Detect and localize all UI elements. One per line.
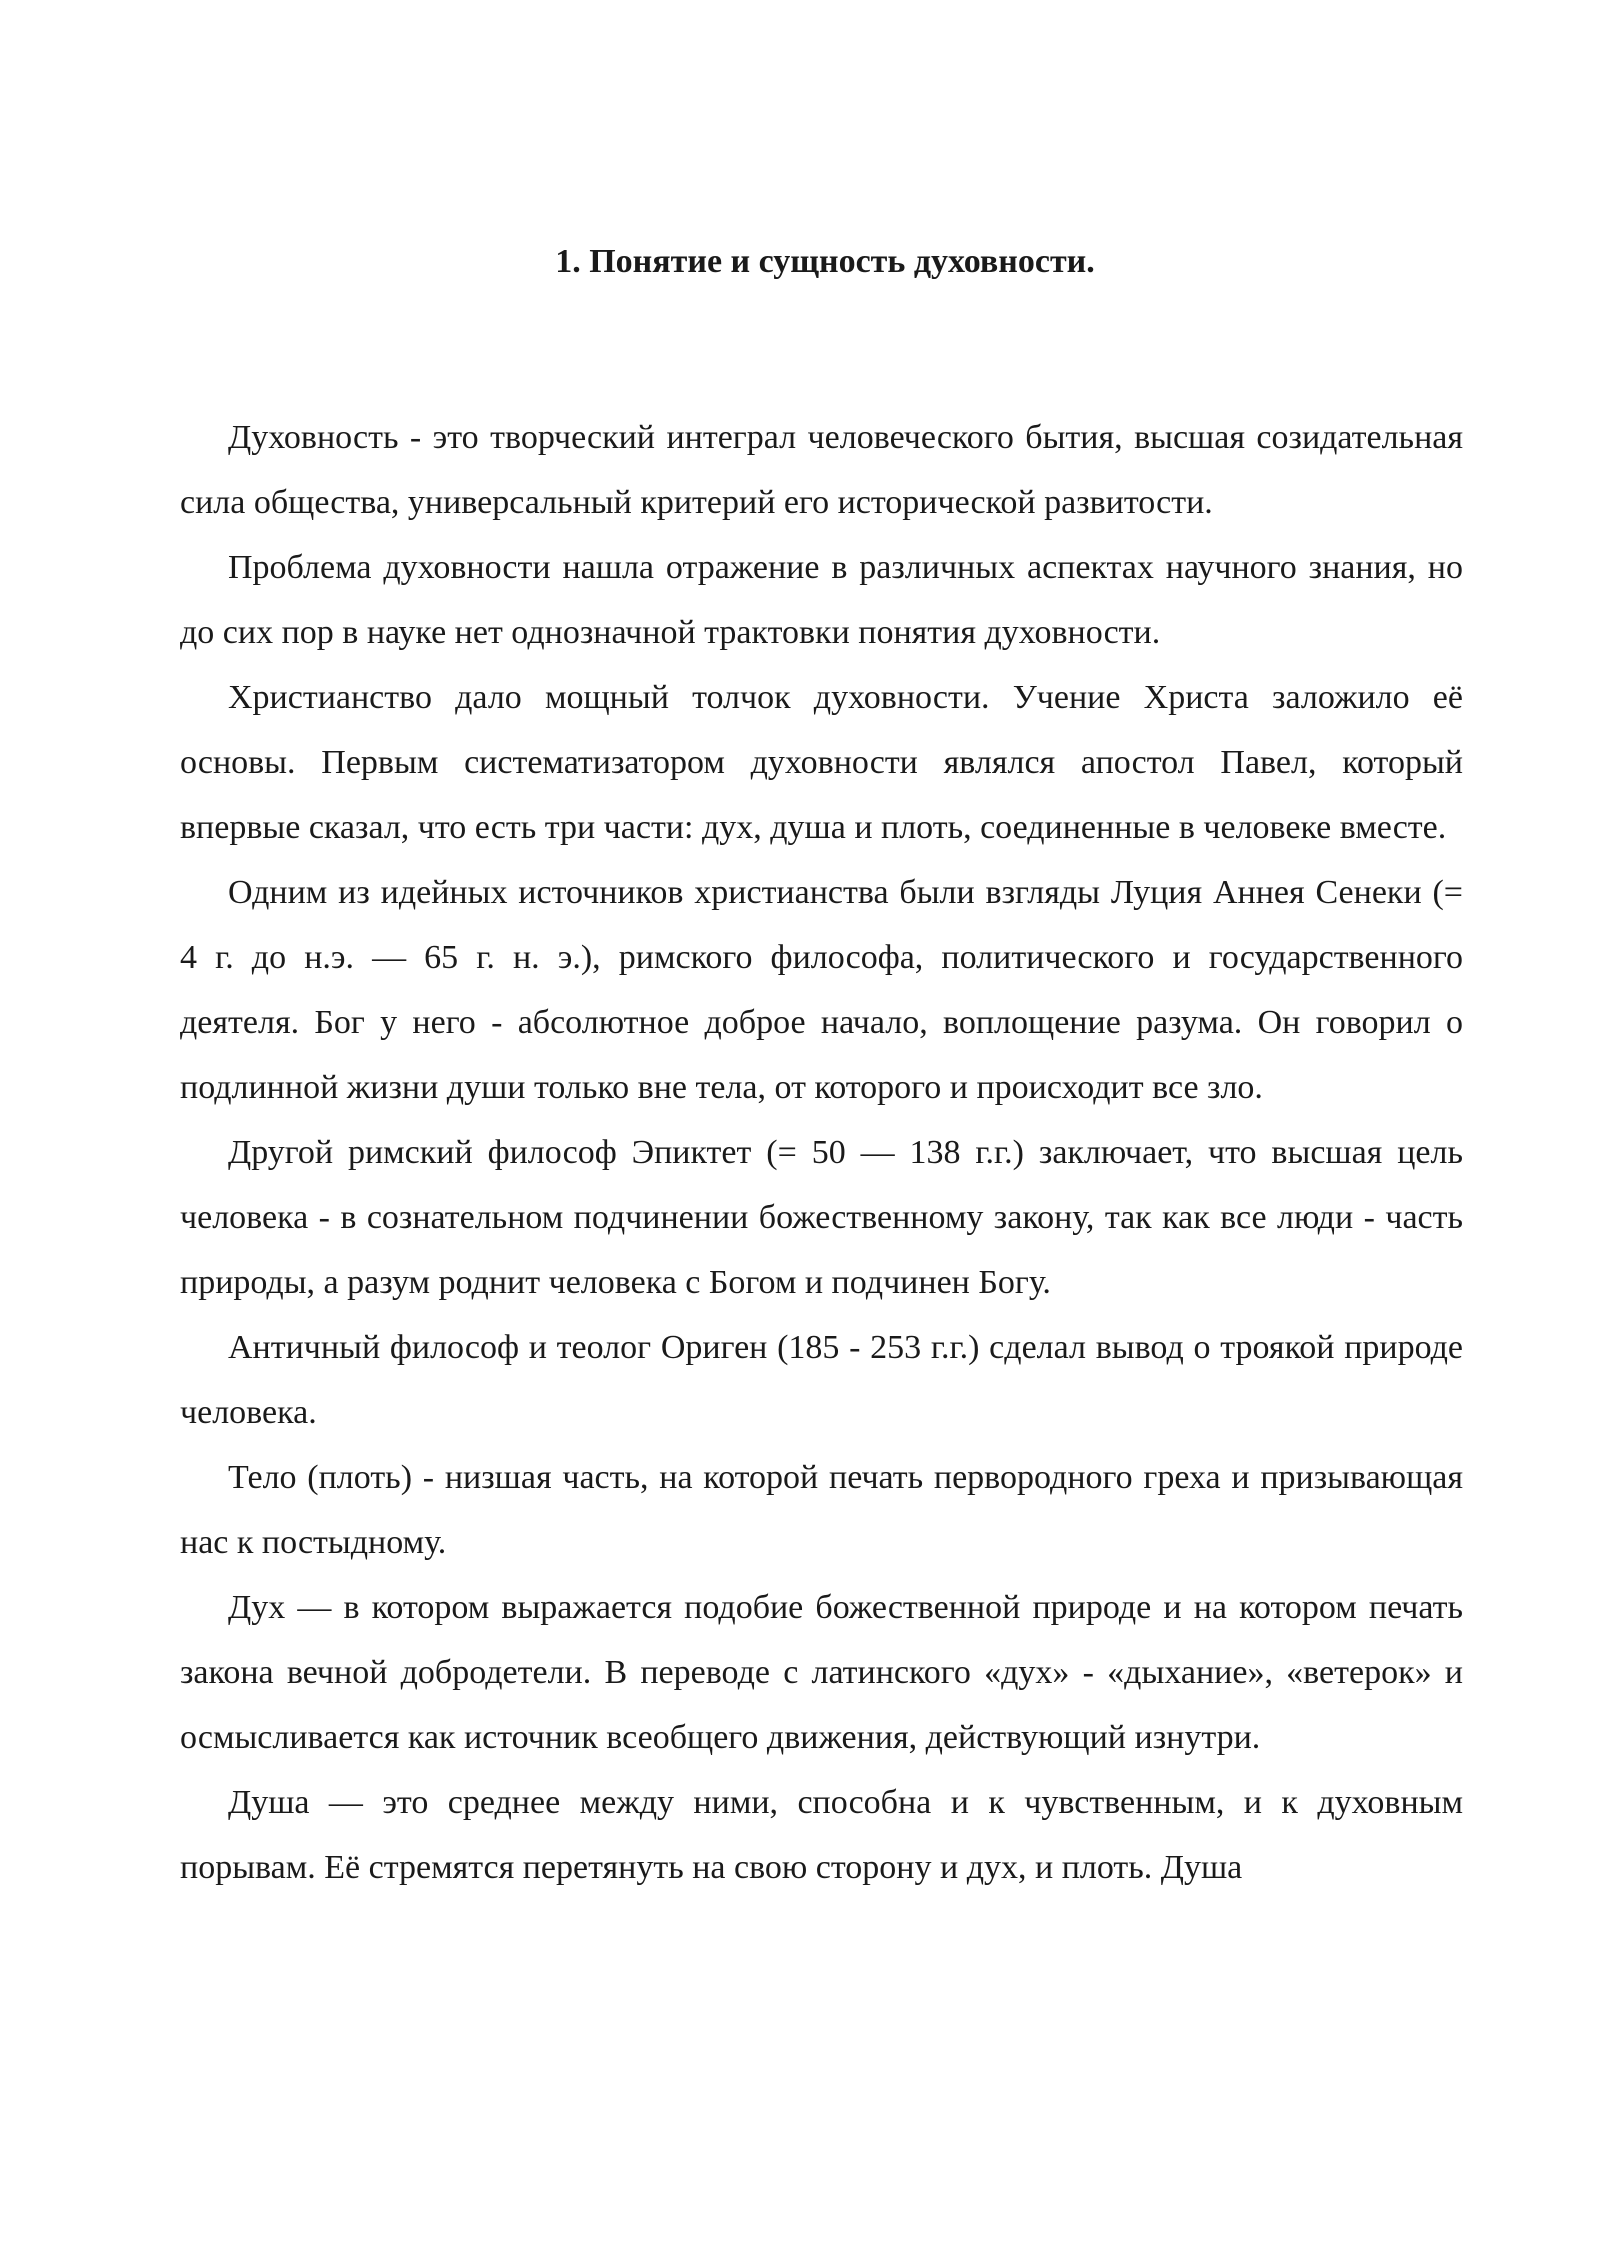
paragraph: Тело (плоть) - низшая часть, на которой печать первородного греха и призывающая нас к постыдному. [180, 1459, 1463, 1561]
paragraph: Античный философ и теолог Ориген (185 - 253 г.г.) сделал вывод о троякой природе человека. [180, 1329, 1463, 1431]
paragraph: Другой римский философ Эпиктет (= 50 — 138 г.г.) заключает, что высшая цель человека - в сознательном подчинении божественному закону, так как все люди - часть природы, а разум роднит человека с Богом и подчинен Богу. [180, 1134, 1463, 1301]
paragraph: Душа — это среднее между ними, способна и к чувственным, и к духовным порывам. Её стремятся перетянуть на свою сторону и дух, и плоть. Душа [180, 1784, 1463, 1886]
paragraph: Духовность - это творческий интеграл человеческого бытия, высшая созидательная сила общества, универсальный критерий его исторической развитости. [180, 419, 1463, 521]
document-body [180, 405, 1463, 1900]
section-title: 1. Понятие и сущность духовности. [555, 243, 1095, 280]
paragraph: Проблема духовности нашла отражение в различных аспектах научного знания, но до сих пор в науке нет однозначной трактовки понятия духовности. [180, 549, 1463, 651]
paragraph: Христианство дало мощный толчок духовности. Учение Христа заложило её основы. Первым систематизатором духовности являлся апостол Павел, который впервые сказал, что есть три части: дух, душа и плоть, соединенные в человеке вместе. [180, 679, 1463, 846]
paragraph: Дух — в котором выражается подобие божественной природе и на котором печать закона вечной добродетели. В переводе с латинского «дух» - «дыхание», «ветерок» и осмысливается как источник всеобщего движения, действующий изнутри. [180, 1589, 1463, 1756]
paragraph: Одним из идейных источников христианства были взгляды Луция Аннея Сенеки (= 4 г. до н.э. — 65 г. н. э.), римского философа, политического и государственного деятеля. Бог у него - абсолютное доброе начало, воплощение разума. Он говорил о подлинной жизни души только вне тела, от которого и происходит все зло. [180, 874, 1463, 1106]
